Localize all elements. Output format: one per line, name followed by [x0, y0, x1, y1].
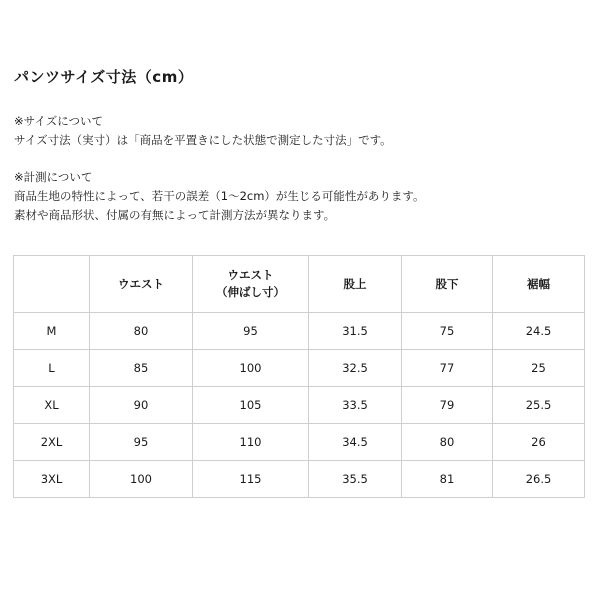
- waist-stretched-cell: 110: [193, 424, 309, 461]
- hem-width-cell: 26: [493, 424, 585, 461]
- table-row: [14, 387, 585, 424]
- rise-cell: 33.5: [309, 387, 402, 424]
- table-header-row: [14, 256, 585, 313]
- hem-width-cell: 25.5: [493, 387, 585, 424]
- hem-width-cell: 26.5: [493, 461, 585, 498]
- inseam-cell: 75: [402, 313, 493, 350]
- size-cell: 2XL: [14, 424, 90, 461]
- waist-cell: 80: [90, 313, 193, 350]
- table-row: [14, 313, 585, 350]
- inseam-cell: 80: [402, 424, 493, 461]
- hem-width-cell: 25: [493, 350, 585, 387]
- inseam-cell: 81: [402, 461, 493, 498]
- header-inseam: 股下: [402, 256, 493, 313]
- size-note-heading: ※サイズについて: [14, 114, 103, 128]
- waist-stretched-cell: 105: [193, 387, 309, 424]
- size-cell: L: [14, 350, 90, 387]
- header-rise: 股上: [309, 256, 402, 313]
- table-row: [14, 350, 585, 387]
- page-title: パンツサイズ寸法（cm）: [14, 68, 194, 86]
- header-size: [14, 256, 90, 313]
- measurement-note-text-1: 商品生地の特性によって、若干の誤差（1〜2cm）が生じる可能性があります。: [14, 189, 425, 203]
- inseam-cell: 79: [402, 387, 493, 424]
- size-table: [13, 255, 585, 498]
- measurement-note-heading: ※計測について: [14, 170, 93, 184]
- size-cell: 3XL: [14, 461, 90, 498]
- waist-cell: 90: [90, 387, 193, 424]
- waist-stretched-cell: 115: [193, 461, 309, 498]
- size-cell: M: [14, 313, 90, 350]
- header-waist-stretched: [193, 256, 309, 313]
- waist-cell: 95: [90, 424, 193, 461]
- measurement-note: [14, 168, 425, 225]
- inseam-cell: 77: [402, 350, 493, 387]
- header-hem-width: 裾幅: [493, 256, 585, 313]
- rise-cell: 35.5: [309, 461, 402, 498]
- rise-cell: 34.5: [309, 424, 402, 461]
- waist-stretched-cell: 95: [193, 313, 309, 350]
- size-note-text: サイズ寸法（実寸）は「商品を平置きにした状態で測定した寸法」です。: [14, 133, 392, 147]
- table-row: [14, 424, 585, 461]
- waist-cell: 85: [90, 350, 193, 387]
- rise-cell: 32.5: [309, 350, 402, 387]
- rise-cell: 31.5: [309, 313, 402, 350]
- waist-cell: 100: [90, 461, 193, 498]
- waist-stretched-cell: 100: [193, 350, 309, 387]
- table-row: [14, 461, 585, 498]
- header-waist: ウエスト: [90, 256, 193, 313]
- hem-width-cell: 24.5: [493, 313, 585, 350]
- header-waist-stretched-label: ウエスト （伸ばし寸）: [216, 268, 285, 299]
- measurement-note-text-2: 素材や商品形状、付属の有無によって計測方法が異なります。: [14, 208, 336, 222]
- size-note: [14, 112, 392, 150]
- size-cell: XL: [14, 387, 90, 424]
